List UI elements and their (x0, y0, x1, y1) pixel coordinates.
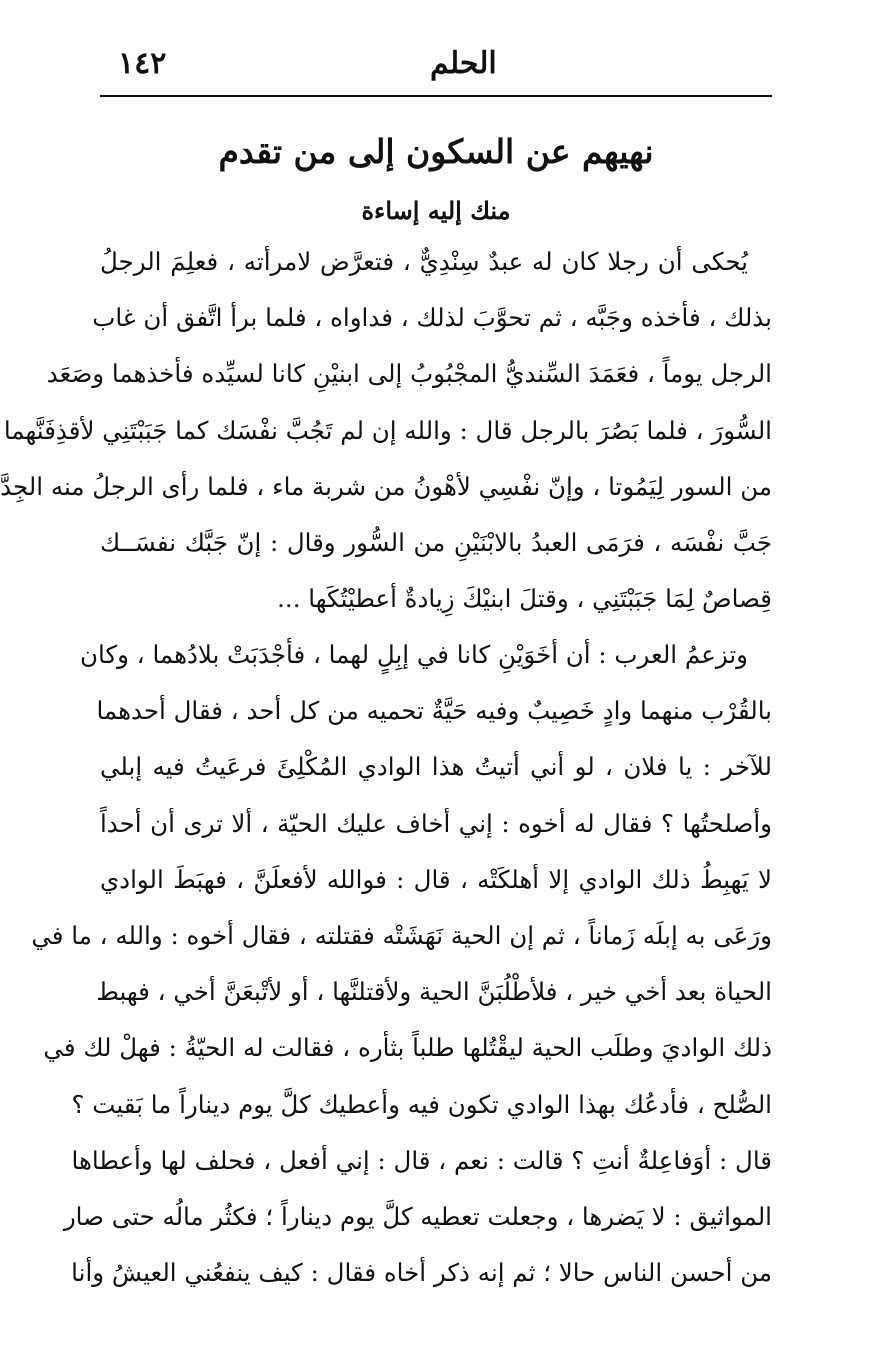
paragraph-2 (31, 627, 772, 1301)
text-line: قال : أوَفاعِلةٌ أنتِ ؟ قالت : نعم ، قال : إني أفعل ، فحلف لها وأعطاها (71, 1145, 772, 1175)
text-line: الرجل يوماً ، فعَمَدَ السِّنديُّ المجْبُوبُ إلى ابنيْنِ كانا لسيِّده فأخذهما وصَعَد (46, 359, 772, 389)
text-line: ذلك الواديَ وطلَب الحية ليقْتُلها طلباً بثأره ، فقالت له الحيّةُ : فهلْ لك في (43, 1033, 772, 1063)
text-line: للآخر : يا فلان ، لو أني أتيتُ هذا الوادي المُكْلِئَ فرعَيتُ فيه إبلي (100, 752, 772, 782)
text-line: وتزعمُ العرب : أن أخَوَيْنِ كانا في إبِلٍ لهما ، فأجْدَبَتْ بلادُهما ، وكان (80, 640, 748, 669)
section-subtitle: منك إليه إساءة (361, 196, 511, 225)
text-line: ورَعَى به إبلَه زَماناً ، ثم إن الحية نَهَشَتْه فقتلته ، فقال أخوه : والله ، ما في (31, 920, 772, 950)
text-line: من أحسن الناس حالا ؛ ثم إنه ذكر أخاه فقال : كيف ينفعُني العيشُ وأنا (71, 1258, 772, 1288)
text-line: السُّورَ ، فلما بَصُرَ بالرجل قال : والله إن لم تَجُبَّ نفْسَك كما جَبَبْتَنِي لأقذِفَنَّهما (3, 415, 772, 445)
text-line: قِصاصٌ لِمَا جَبَبْتَنِي ، وقتلَ ابنيْكَ زِيادةٌ أعطيْتُكَها ... (277, 584, 772, 614)
paragraph-1 (0, 234, 772, 627)
text-line: يُحكى أن رجلا كان له عبدٌ سِنْدِيٌّ ، فتعرَّض لامرأته ، فعلِمَ الرجلُ (100, 247, 748, 276)
text-line: الحياة بعد أخي خير ، فلأطْلُبَنَّ الحية ولأقتلنَّها ، أو لأتْبعَنَّ أخي ، فهبط (96, 977, 772, 1007)
section-title: نهيهم عن السكون إلى من تقدم (218, 132, 654, 171)
page-number: ١٤٢ (118, 46, 167, 81)
text-line: المواثيق : لا يَضرها ، وجعلت تعطيه كلَّ يوم ديناراً ؛ فكثُر مالُه حتى صار (63, 1201, 772, 1231)
running-head (100, 42, 772, 88)
header-rule (100, 95, 772, 97)
text-line: وأصلحتُها ؟ فقال له أخوه : إني أخاف عليك الحيّة ، ألا ترى أن أحداً (100, 808, 772, 838)
text-line: بالقُرْب منهما وادٍ خَصِيبٌ وفيه حَيَّةٌ تحميه من كل أحد ، فقال أحدهما (96, 696, 772, 726)
text-line: جَبَّ نفْسَه ، فرَمَى العبدُ بالابْنَيْنِ من السُّور وقال : إنّ جَبَّك نفسَــك (100, 527, 772, 557)
text-line: لا يَهبِطُ ذلك الوادي إلا أهلكَتْه ، قال : فوالله لأفعلَنَّ ، فهبَطَ الوادي (100, 864, 772, 894)
text-line: من السور لِيَمُوتا ، وإنّ نفْسِي لأهْونُ من شربة ماء ، فلما رأى الرجلُ منه الجِدَّ (0, 471, 772, 501)
running-title: الحلم (430, 46, 497, 81)
text-line: بذلك ، فأخذه وجَبَّه ، ثم تحوَّبَ لذلك ، فداواه ، فلما برأ اتَّفق أن غاب (92, 303, 772, 333)
text-line: الصُّلح ، فأدعُك بهذا الوادي تكون فيه وأعطيك كلَّ يوم ديناراً ما بَقيت ؟ (71, 1089, 772, 1119)
